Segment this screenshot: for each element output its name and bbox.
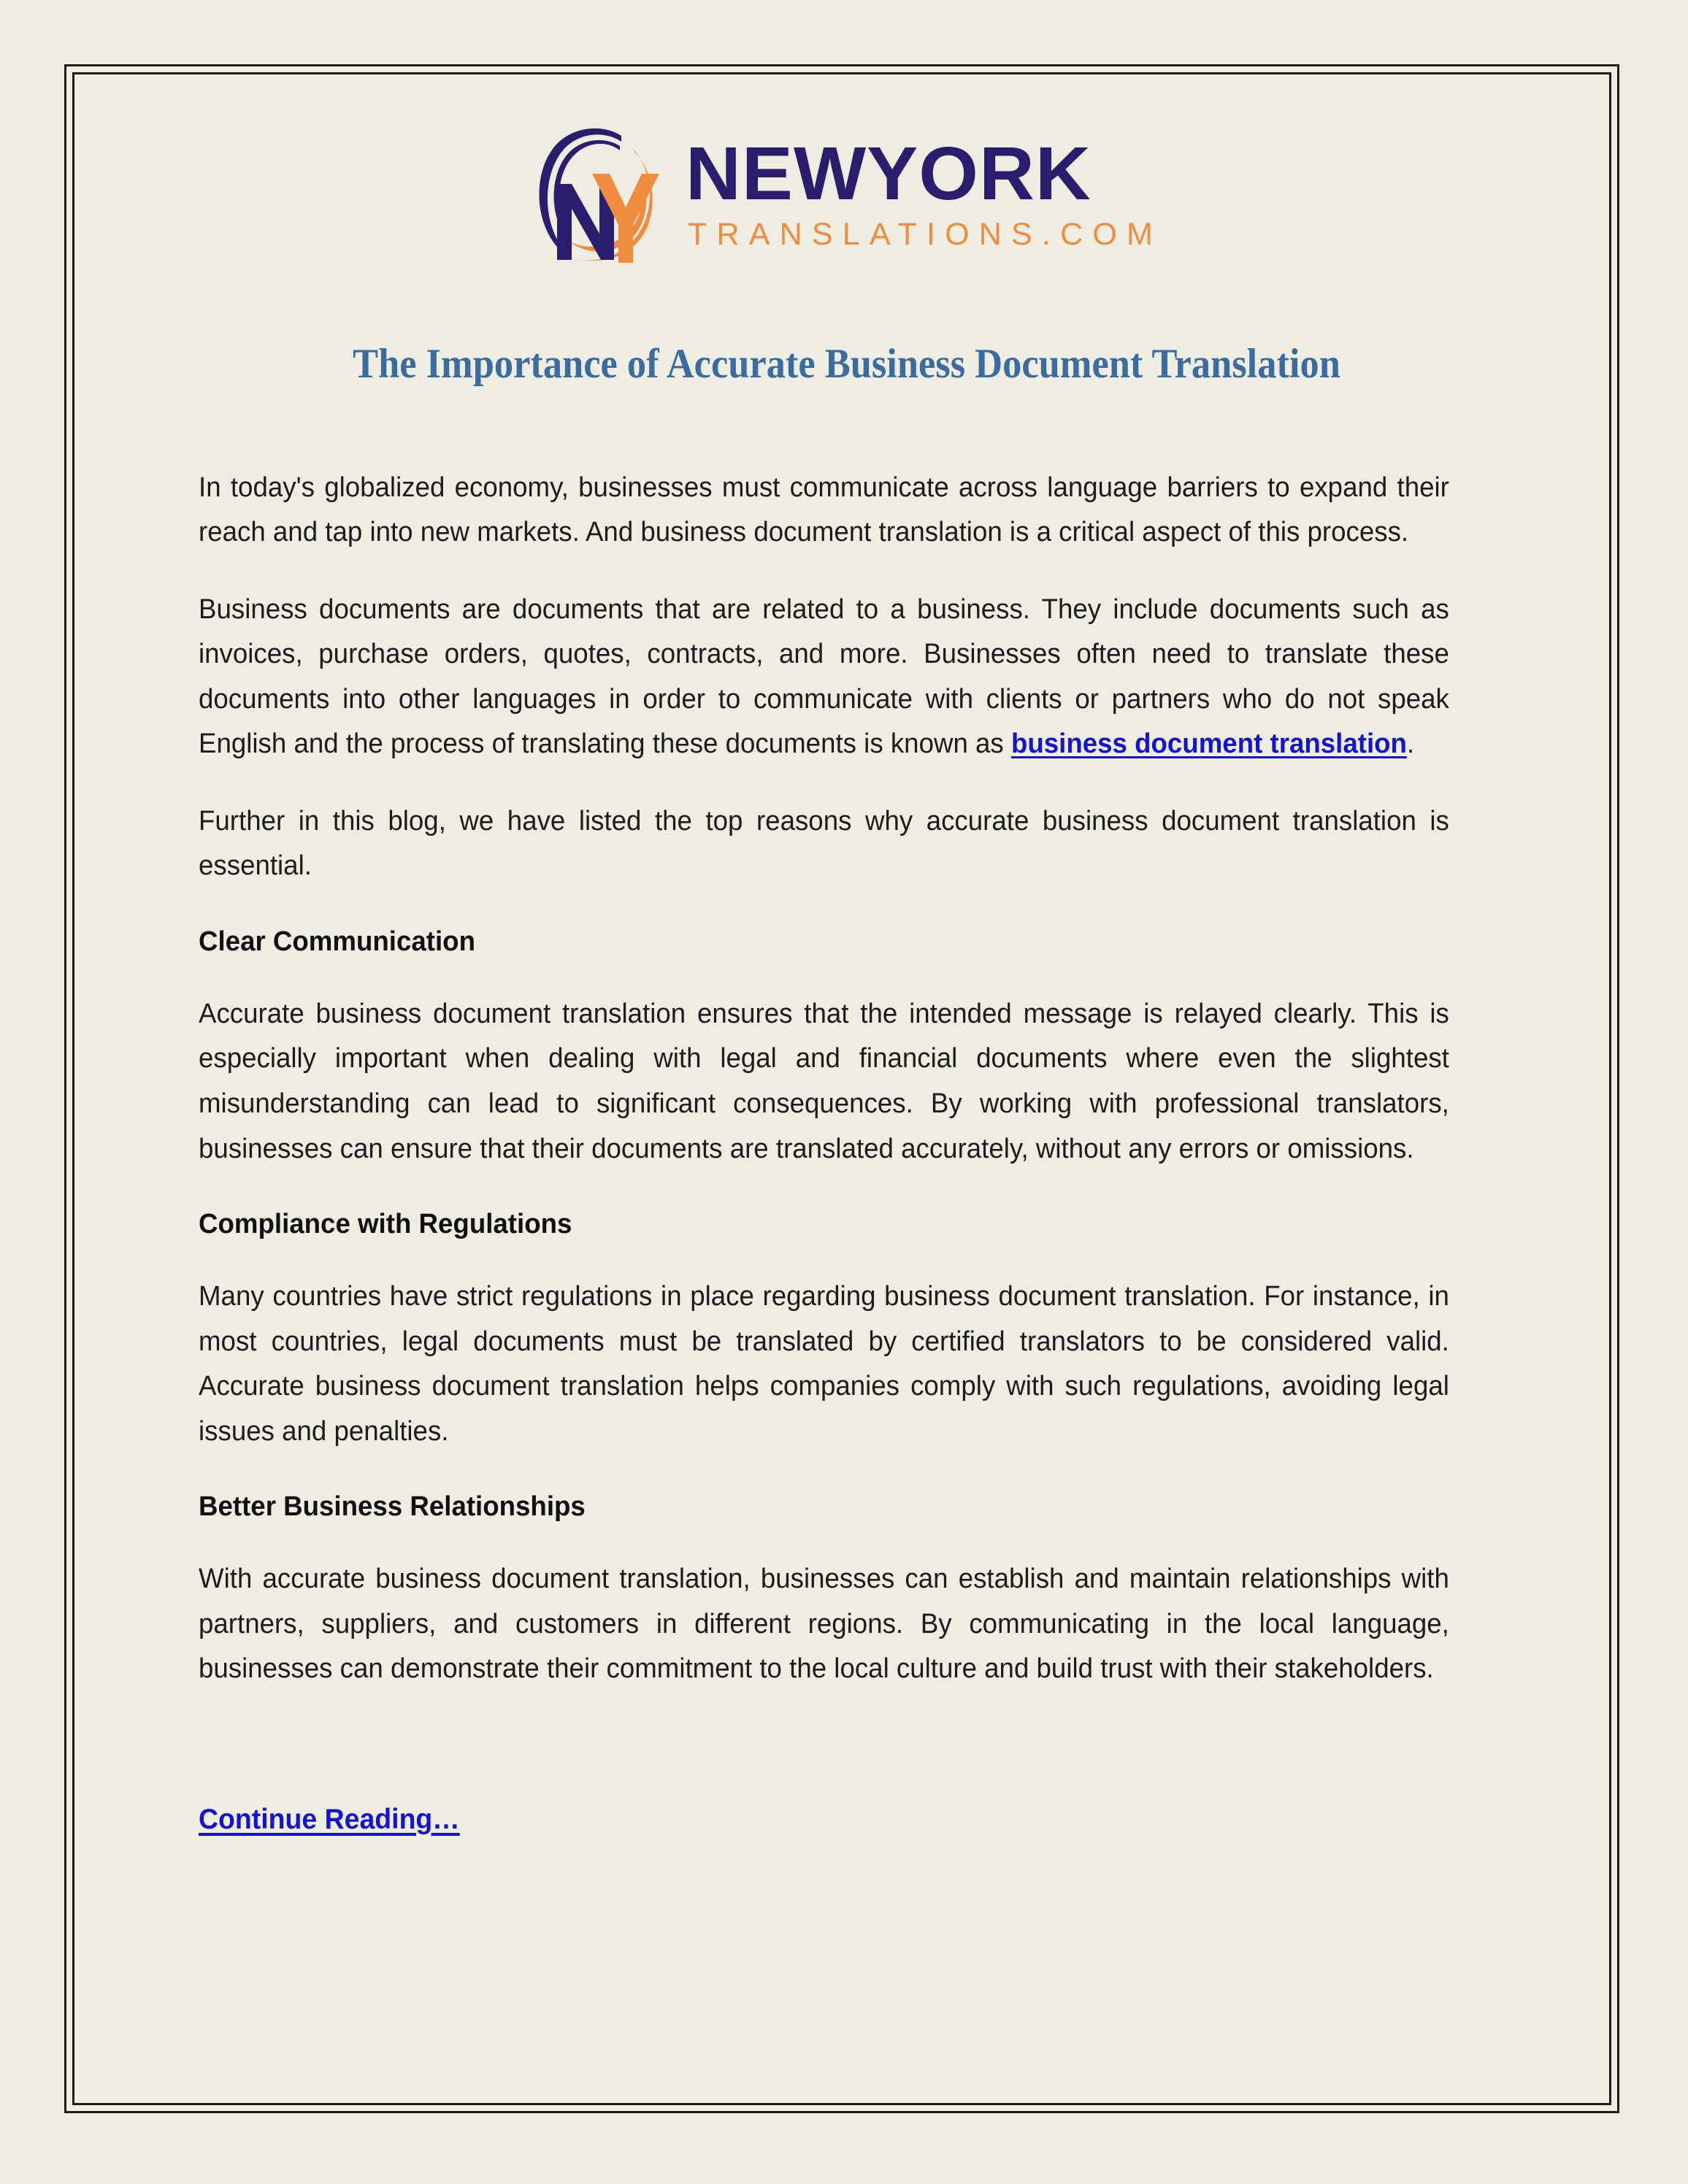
company-logo[interactable] [199, 117, 1495, 270]
section-body-compliance-with-regulations: Many countries have strict regulations in place regarding business document translation. For instance, in most countries, legal documents must be translated by certified translators to be considered valid. Accurate business document translation helps companies comply with such regulations, avoiding legal issues and penalties. [199, 1281, 1449, 1447]
continue-reading-container [199, 1800, 1495, 1840]
document-content [199, 117, 1495, 1840]
page-title: The Importance of Accurate Business Document Translation [353, 341, 1340, 387]
business-document-translation-link[interactable]: business document translation [1010, 728, 1407, 760]
definition-paragraph [199, 588, 1449, 767]
definition-paragraph-text: Business documents are documents that are related to a business. They include documents such as invoices, purchase orders, quotes, contracts, and more. Businesses often need to translate these documents into other languages in order to communicate with clients or partners who do not speak English and the process of translating these documents is known as [199, 593, 1449, 760]
section-heading-clear-communication: Clear Communication [199, 926, 475, 957]
definition-paragraph-period: . [1406, 728, 1415, 760]
logo-wordmark [686, 133, 1162, 255]
section-heading-compliance-with-regulations: Compliance with Regulations [199, 1209, 572, 1240]
continue-reading-link[interactable]: Continue Reading… [199, 1803, 460, 1835]
section-body-clear-communication: Accurate business document translation ensures that the intended message is relayed clearly. This is especially important when dealing with legal and financial documents where even the slightest misunderstanding can lead to significant consequences. By working with professional translators, businesses can ensure that their documents are translated accurately, without any errors or omissions. [199, 998, 1449, 1164]
section-body-better-business-relationships: With accurate business document translation, businesses can establish and maintain relationships with partners, suppliers, and customers in different regions. By communicating in the local language, businesses can demonstrate their commitment to the local culture and build trust with their stakeholders. [199, 1564, 1449, 1685]
intro-paragraph: In today's globalized economy, businesses must communicate across language barriers to expand their reach and tap into new markets. And business document translation is a critical aspect of this process. [199, 472, 1449, 548]
section-heading-better-business-relationships: Better Business Relationships [199, 1491, 586, 1523]
ny-monogram-icon [531, 117, 661, 270]
logo-primary-text: NEWYORK [686, 131, 1092, 215]
further-reading-paragraph: Further in this blog, we have listed the top reasons why accurate business document translation is essential. [199, 805, 1449, 882]
logo-secondary-text: TRANSLATIONS.COM [688, 216, 1162, 252]
